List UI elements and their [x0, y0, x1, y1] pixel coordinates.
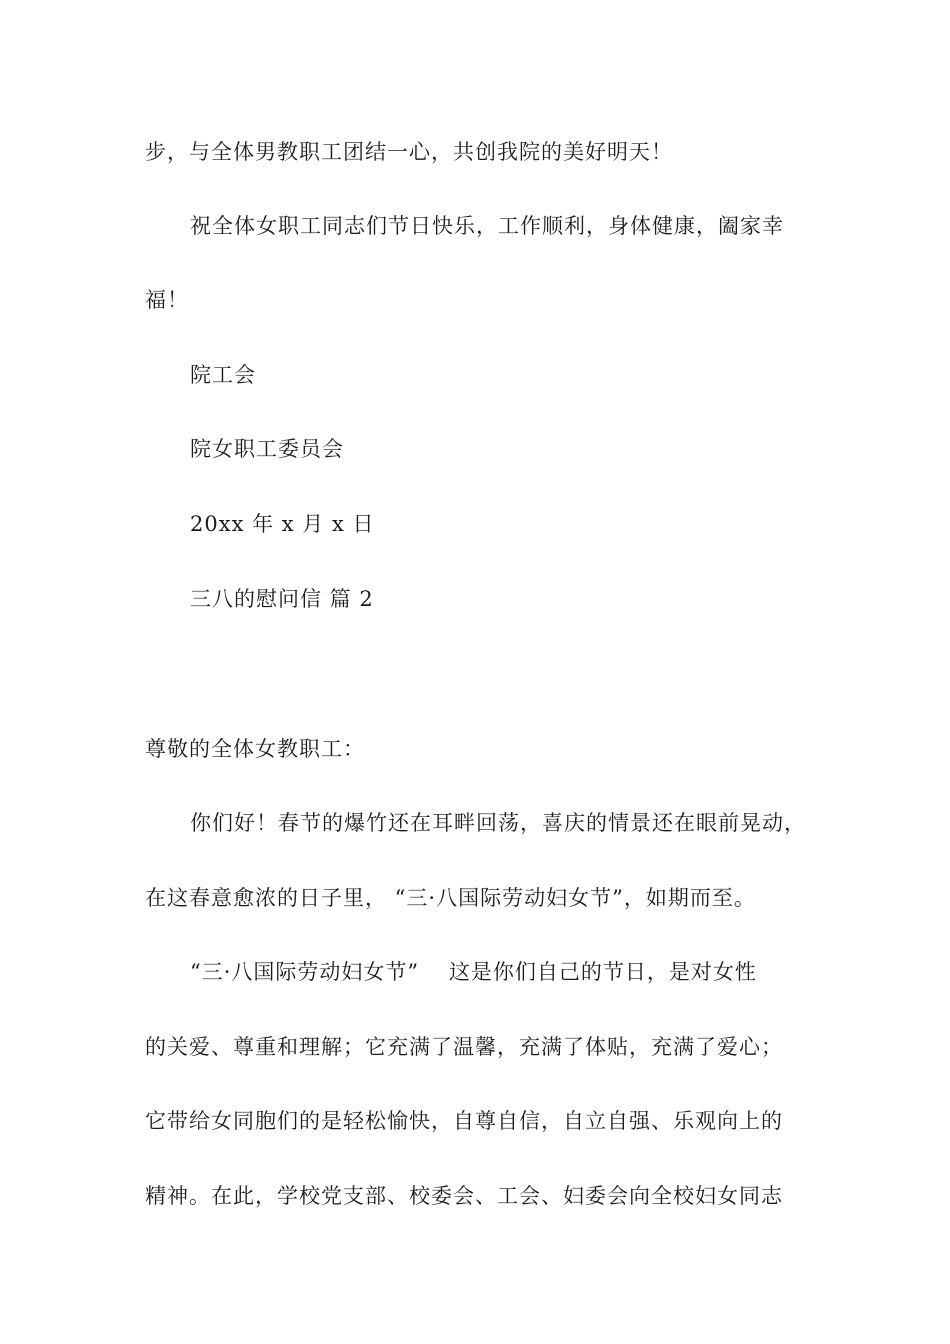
paragraph-line: 的关爱、尊重和理解；它充满了温馨，充满了体贴，充满了爱心； [145, 1035, 783, 1059]
paragraph-line: 在这春意愈浓的日子里， “三·八国际劳动妇女节”，如期而至。 [145, 886, 756, 910]
text-line-continuation: 步，与全体男教职工团结一心，共创我院的美好明天！ [145, 140, 673, 164]
paragraph-line: 精神。在此，学校党支部、校委会、工会、妇委会向全校妇女同志 [145, 1184, 783, 1208]
signature-date: 20xx 年 x 月 x 日 [190, 512, 375, 536]
signature-union: 院工会 [190, 363, 256, 387]
text-line-wishes-end: 福！ [145, 288, 189, 312]
signature-committee: 院女职工委员会 [190, 437, 344, 461]
salutation: 尊敬的全体女教职工： [145, 737, 365, 761]
text-line-wishes: 祝全体女职工同志们节日快乐，工作顺利，身体健康，阖家幸 [190, 214, 784, 238]
paragraph-line: 你们好！春节的爆竹还在耳畔回荡，喜庆的情景还在眼前晃动， [190, 811, 806, 835]
paragraph-line: 它带给女同胞们的是轻松愉快，自尊自信，自立自强、乐观向上的 [145, 1109, 783, 1133]
paragraph-line: “三·八国际劳动妇女节” 这是你们自己的节日，是对女性 [190, 960, 757, 984]
section-heading: 三八的慰问信 篇 2 [190, 587, 374, 611]
